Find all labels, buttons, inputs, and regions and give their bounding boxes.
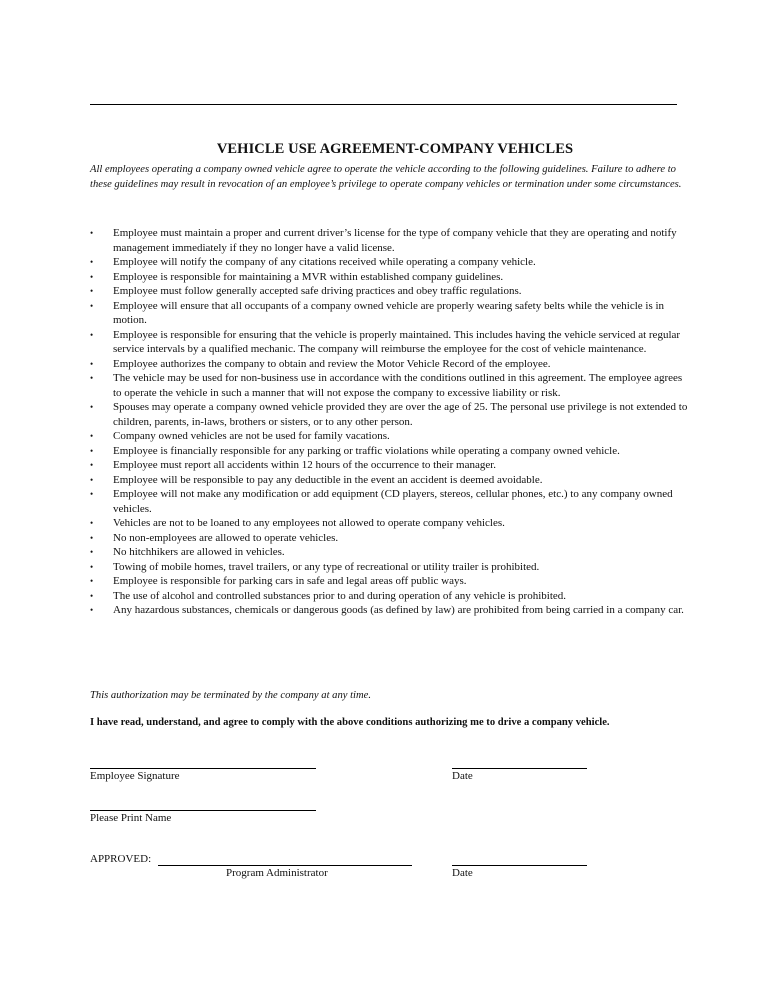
rule-text: Towing of mobile homes, travel trailers, or any type of recreational or utility trailer is prohibited.	[113, 560, 540, 573]
rule-item	[90, 299, 690, 328]
top-rule	[90, 104, 677, 105]
rule-item	[90, 487, 690, 516]
rule-item	[90, 531, 690, 546]
rule-item	[90, 328, 690, 357]
bullet-icon: •	[90, 561, 94, 572]
intro-paragraph: All employees operating a company owned vehicle agree to operate the vehicle according to the following guidelines. Failure to adhere to these guidelines may result in revocation of an employee’s privilege to operate company vehicles or termination under some circumstances.	[90, 164, 682, 190]
rule-item	[90, 226, 690, 255]
rule-item	[90, 444, 690, 459]
bullet-icon: •	[90, 532, 94, 543]
bullet-icon: •	[90, 228, 94, 238]
agreement-statement: I have read, understand, and agree to comply with the above conditions authorizing me to drive a company vehicle.	[90, 717, 610, 728]
rule-item	[90, 284, 690, 299]
rule-text: Company owned vehicles are not be used for family vacations.	[113, 430, 390, 442]
rule-text: The use of alcohol and controlled substances prior to and during operation of any vehicle is prohibited.	[113, 589, 567, 602]
rule-item	[90, 516, 690, 531]
bullet-icon: •	[90, 445, 94, 456]
approved-label: APPROVED:	[90, 853, 152, 865]
rule-item	[90, 458, 690, 473]
rule-text: Employee will notify the company of any citations received while operating a company vehicle.	[113, 256, 536, 268]
employee-signature-label: Employee Signature	[90, 770, 180, 782]
rule-item	[90, 603, 690, 618]
rule-text: Employee is responsible for parking cars in safe and legal areas off public ways.	[113, 575, 467, 587]
rule-item	[90, 429, 690, 444]
rule-text: Employee is responsible for maintaining a MVR within established company guidelines.	[113, 270, 504, 283]
rule-text: Any hazardous substances, chemicals or dangerous goods (as defined by law) are prohibited from being carried in a company car.	[113, 604, 684, 616]
rule-text: Spouses may operate a company owned vehicle provided they are over the age of 25. The personal use privilege is not extended to children, parents, in-laws, brothers or sisters, or to any other person.	[113, 401, 688, 428]
rule-item	[90, 574, 690, 589]
rule-text: Employee will not make any modification or add equipment (CD players, stereos, cellular phones, etc.) to any company owned vehicles.	[113, 488, 673, 515]
bullet-icon: •	[90, 271, 94, 282]
rule-text: No hitchhikers are allowed in vehicles.	[113, 546, 285, 558]
date-line-2[interactable]	[452, 865, 587, 866]
bullet-icon: •	[90, 286, 94, 296]
bullet-icon: •	[90, 590, 94, 601]
rule-text: Employee will be responsible to pay any deductible in the event an accident is deemed avoidable.	[113, 473, 543, 486]
employee-signature-line[interactable]	[90, 768, 316, 769]
date-label-1: Date	[452, 770, 473, 782]
bullet-icon: •	[90, 373, 94, 383]
rule-item	[90, 560, 690, 575]
print-name-line[interactable]	[90, 810, 316, 811]
bullet-icon: •	[90, 460, 94, 470]
rule-item	[90, 357, 690, 372]
rule-text: Employee is responsible for ensuring that the vehicle is properly maintained. This includes having the vehicle serviced at regular service intervals by a qualified mechanic. The company will reimburse the employee for the cost of vehicle maintenance.	[113, 328, 681, 355]
rule-item	[90, 371, 690, 400]
bullet-icon: •	[90, 329, 94, 340]
document-title: VEHICLE USE AGREEMENT-COMPANY VEHICLES	[216, 141, 574, 157]
bullet-icon: •	[90, 576, 94, 586]
bullet-icon: •	[90, 489, 94, 499]
bullet-icon: •	[90, 547, 94, 557]
bullet-icon: •	[90, 402, 94, 412]
rule-text: Employee is financially responsible for any parking or traffic violations while operating a company owned vehicle.	[113, 444, 620, 457]
approved-signature-line[interactable]	[158, 865, 412, 866]
rules-list	[90, 226, 690, 618]
bullet-icon: •	[90, 300, 94, 311]
rule-item	[90, 545, 690, 560]
print-name-label: Please Print Name	[90, 812, 172, 824]
rule-text: No non-employees are allowed to operate vehicles.	[113, 531, 339, 544]
termination-note: This authorization may be terminated by the company at any time.	[90, 690, 371, 701]
rule-item	[90, 270, 690, 285]
bullet-icon: •	[90, 605, 94, 615]
rule-text: The vehicle may be used for non-business use in accordance with the conditions outlined in this agreement. The employee agrees to operate the vehicle in such a manner that will not expose the company to excessive liability or risk.	[113, 372, 683, 399]
rule-item	[90, 400, 690, 429]
date-line-1[interactable]	[452, 768, 587, 769]
bullet-icon: •	[90, 474, 94, 485]
date-label-2: Date	[452, 867, 473, 879]
bullet-icon: •	[90, 358, 94, 369]
program-administrator-label: Program Administrator	[226, 867, 328, 879]
rule-item	[90, 473, 690, 488]
rule-item	[90, 255, 690, 270]
rule-text: Employee will ensure that all occupants of a company owned vehicle are properly wearing safety belts while the vehicle is in motion.	[113, 299, 665, 326]
rule-text: Employee authorizes the company to obtain and review the Motor Vehicle Record of the employee.	[113, 357, 551, 370]
rule-item	[90, 589, 690, 604]
bullet-icon: •	[90, 257, 94, 267]
bullet-icon: •	[90, 431, 94, 441]
rule-text: Employee must report all accidents within 12 hours of the occurrence to their manager.	[113, 459, 497, 471]
rule-text: Vehicles are not to be loaned to any employees not allowed to operate company vehicles.	[113, 517, 505, 529]
rule-text: Employee must follow generally accepted safe driving practices and obey traffic regulations.	[113, 285, 522, 297]
bullet-icon: •	[90, 518, 94, 528]
rule-text: Employee must maintain a proper and current driver’s license for the type of company vehicle that they are operating and notify management immediately if they no longer have a valid license.	[113, 227, 677, 254]
